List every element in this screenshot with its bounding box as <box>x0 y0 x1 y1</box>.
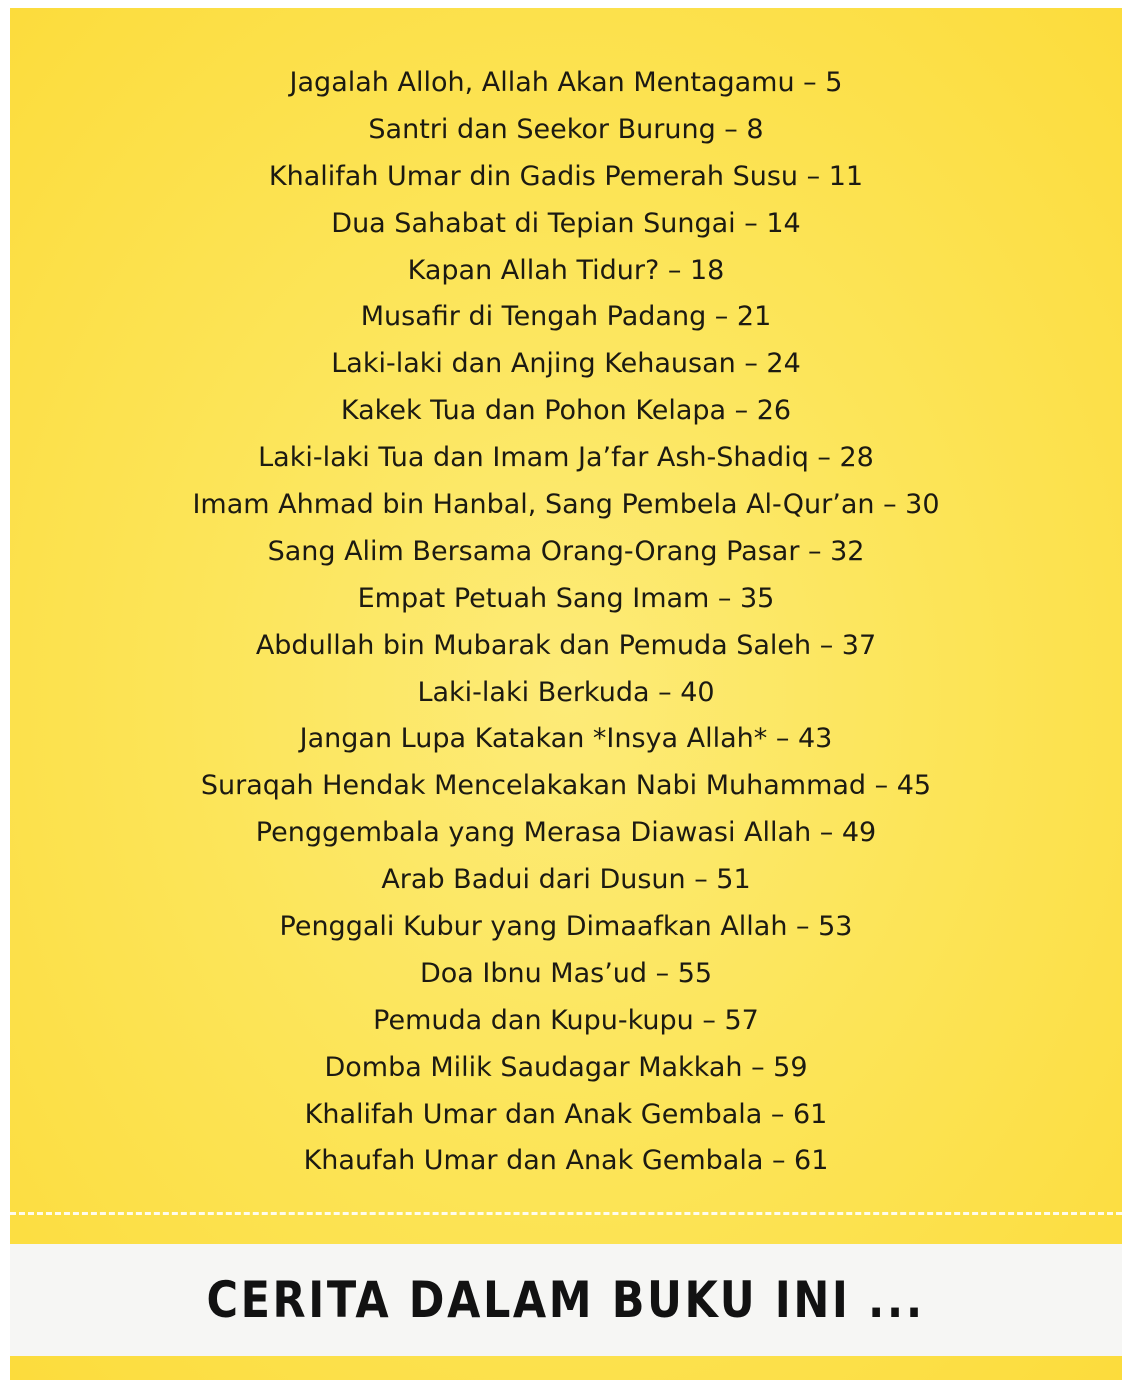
toc-item: Jagalah Alloh, Allah Akan Mentagamu – 5 <box>289 67 843 98</box>
toc-item: Dua Sahabat di Tepian Sungai – 14 <box>331 207 801 239</box>
toc-item: Sang Alim Bersama Orang-Orang Pasar – 32 <box>267 535 865 567</box>
toc-item: Laki-laki Tua dan Imam Ja’far Ash-Shadiq – 28 <box>258 442 874 474</box>
dashed-divider <box>10 1212 1122 1215</box>
toc-item: Khaufah Umar dan Anak Gembala – 61 <box>303 1145 829 1177</box>
toc-item: Santri dan Seekor Burung – 8 <box>368 113 764 145</box>
toc-item: Domba Milik Saudagar Makkah – 59 <box>324 1051 808 1083</box>
toc-item: Kakek Tua dan Pohon Kelapa – 26 <box>340 395 792 427</box>
footer-band <box>10 1244 1122 1356</box>
toc-item: Suraqah Hendak Mencelakakan Nabi Muhammad – 45 <box>200 770 932 802</box>
toc-item: Pemuda dan Kupu-kupu – 57 <box>373 1004 759 1036</box>
toc-item: Khalifah Umar din Gadis Pemerah Susu – 11 <box>268 160 864 192</box>
book-page <box>10 8 1122 1380</box>
table-of-contents <box>10 60 1122 1185</box>
toc-item: Khalifah Umar dan Anak Gembala – 61 <box>304 1098 828 1130</box>
toc-item: Arab Badui dari Dusun – 51 <box>381 864 751 896</box>
toc-item: Penggembala yang Merasa Diawasi Allah – 49 <box>255 817 877 849</box>
toc-item: Jangan Lupa Katakan *Insya Allah* – 43 <box>299 723 833 755</box>
toc-item: Laki-laki Berkuda – 40 <box>417 676 715 708</box>
toc-item: Kapan Allah Tidur? – 18 <box>407 254 725 286</box>
toc-item: Musafir di Tengah Padang – 21 <box>360 301 772 333</box>
toc-item: Laki-laki dan Anjing Kehausan – 24 <box>331 348 801 380</box>
footer-title: CERITA DALAM BUKU INI ... <box>206 1271 926 1329</box>
toc-item: Abdullah bin Mubarak dan Pemuda Saleh – 37 <box>255 629 877 661</box>
toc-item: Empat Petuah Sang Imam – 35 <box>357 582 775 614</box>
toc-item: Penggali Kubur yang Dimaafkan Allah – 53 <box>279 911 853 943</box>
toc-item: Doa Ibnu Mas’ud – 55 <box>419 957 713 989</box>
toc-item: Imam Ahmad bin Hanbal, Sang Pembela Al-Qur’an – 30 <box>192 489 940 521</box>
